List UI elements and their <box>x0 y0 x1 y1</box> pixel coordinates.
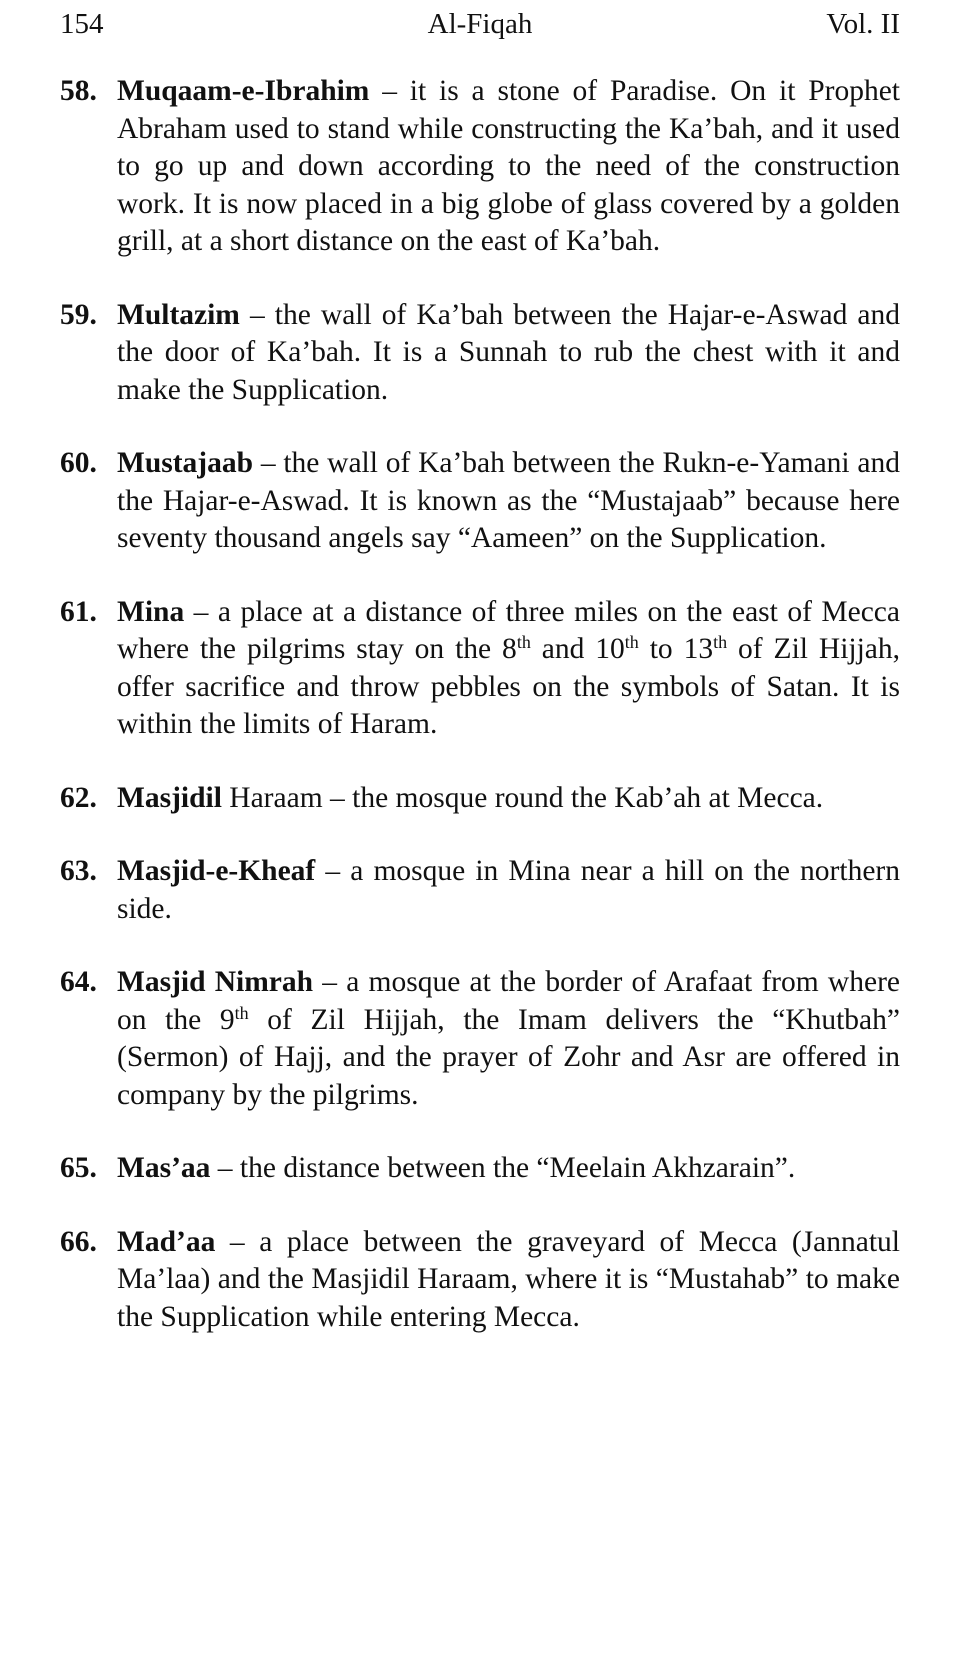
entry-definition: – the wall of Ka’bah between the Hajar-e-Aswad and the door of Ka’bah. It is a Sunnah to rub the chest with it and make the Supplication. <box>117 298 900 406</box>
entry-body <box>117 297 900 410</box>
entry-definition: – the distance between the “Meelain Akhzarain”. <box>210 1152 796 1184</box>
glossary-list <box>60 73 900 1372</box>
entry-definition-part: – a mosque at the border of Arafaat from where on the 9 <box>117 966 900 1036</box>
entry-definition-part: and 10 <box>530 633 625 665</box>
entry-body <box>117 73 900 261</box>
entry-body <box>117 964 900 1114</box>
entry-definition: Haraam – the mosque round the Kab’ah at Mecca. <box>221 781 824 814</box>
entry-number: 65. <box>60 1152 97 1184</box>
entry-body <box>117 853 900 928</box>
entry-number: 59. <box>60 298 97 331</box>
volume-label: Vol. II <box>826 8 900 40</box>
entry-number: 58. <box>60 75 97 107</box>
entry-definition-part: to 13 <box>638 633 714 665</box>
glossary-entry <box>60 780 900 818</box>
entry-term: Mustajaab <box>117 447 254 479</box>
entry-term: Multazim <box>117 298 240 331</box>
entry-term: Muqaam-e-Ibrahim <box>117 75 370 107</box>
ordinal-suffix: th <box>624 632 639 652</box>
glossary-entry <box>60 445 900 558</box>
entry-body <box>117 1224 900 1337</box>
entry-body <box>117 1150 900 1188</box>
glossary-entry <box>60 964 900 1114</box>
entry-body <box>117 445 900 558</box>
entry-definition: – it is a stone of Paradise. On it Prophet Abraham used to stand while constructing the Ka’bah, and it used to go up and down according to the need of the construction work. It is now placed in a big globe of glass covered by a golden grill, at a short distance on the east of Ka’bah. <box>117 75 900 257</box>
glossary-entry <box>60 853 900 928</box>
entry-number: 66. <box>60 1225 97 1258</box>
glossary-entry <box>60 73 900 261</box>
entry-definition: – the wall of Ka’bah between the Rukn-e-Yamani and the Hajar-e-Aswad. It is known as the “Mustajaab” because here seventy thousand angels say “Aameen” on the Supplication. <box>117 447 900 554</box>
entry-term: Masjid Nimrah <box>117 966 314 998</box>
entry-definition: – a mosque in Mina near a hill on the northern side. <box>117 855 900 925</box>
running-header <box>60 4 900 44</box>
entry-number: 61. <box>60 595 97 628</box>
ordinal-suffix: th <box>516 632 531 652</box>
glossary-entry <box>60 1224 900 1337</box>
ordinal-suffix: th <box>713 632 728 652</box>
glossary-entry <box>60 1150 900 1188</box>
entry-term: Mas’aa <box>117 1152 211 1184</box>
entry-number: 62. <box>60 781 97 814</box>
entry-definition: – a place between the graveyard of Mecca (Jannatul Ma’laa) and the Masjidil Haraam, where it is “Mustahab” to make the Supplication while entering Mecca. <box>117 1225 900 1333</box>
entry-number: 64. <box>60 966 97 998</box>
ordinal-suffix: th <box>234 1002 249 1023</box>
entry-term: Masjidil <box>117 781 222 814</box>
entry-number: 60. <box>60 447 97 479</box>
entry-number: 63. <box>60 855 97 887</box>
entry-definition-part: of Zil Hijjah, offer sacrifice and throw pebbles on the symbols of Satan. It is within the limits of Haram. <box>117 633 900 740</box>
entry-body <box>117 594 900 744</box>
entry-definition-part: of Zil Hijjah, the Imam delivers the “Khutbah” (Sermon) of Hajj, and the prayer of Zohr and Asr are offered in company by the pilgrims. <box>117 1003 900 1111</box>
glossary-entry <box>60 297 900 410</box>
book-title: Al-Fiqah <box>427 8 533 40</box>
entry-term: Mad’aa <box>117 1225 216 1258</box>
entry-body <box>117 780 900 818</box>
entry-term: Mina <box>117 595 185 628</box>
page-number: 154 <box>60 8 104 40</box>
entry-definition-part: – a place at a distance of three miles on the east of Mecca where the pilgrims stay on the 8 <box>117 595 900 665</box>
glossary-entry <box>60 594 900 744</box>
entry-term: Masjid-e-Kheaf <box>117 855 316 887</box>
